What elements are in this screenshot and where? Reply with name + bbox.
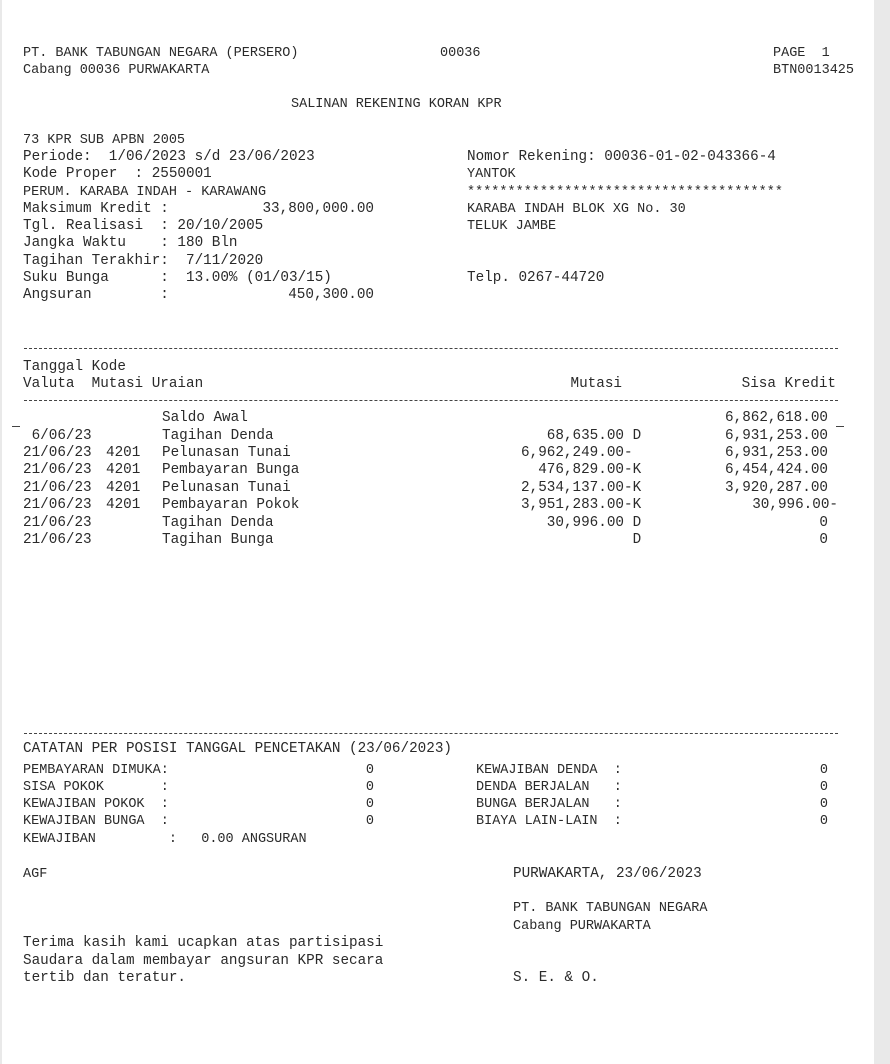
row-description: Tagihan Denda xyxy=(162,428,274,444)
angsuran-value: 450,300.00 xyxy=(288,287,374,303)
row-date: 21/06/23 xyxy=(23,532,92,548)
notes-right-label: KEWAJIBAN DENDA : xyxy=(476,763,622,778)
notes-title: CATATAN PER POSISI TANGGAL PENCETAKAN (23/06/2023) xyxy=(23,741,452,757)
seo-note: S. E. & O. xyxy=(513,970,599,986)
row-balance: 6,862,618.00 xyxy=(725,410,828,426)
row-balance: 0 xyxy=(819,515,828,531)
program-name: 73 KPR SUB APBN 2005 xyxy=(23,133,186,148)
row-amount: 2,534,137.00 xyxy=(521,480,624,496)
document-code: BTN0013425 xyxy=(773,63,855,78)
table-header-line2: Valuta Mutasi Uraian xyxy=(23,376,204,392)
jangka-waktu: Jangka Waktu : 180 Bln xyxy=(23,235,238,251)
column-sisa-kredit: Sisa Kredit xyxy=(741,376,836,392)
row-date: 21/06/23 xyxy=(23,480,92,496)
tagihan-terakhir: Tagihan Terakhir: 7/11/2020 xyxy=(23,253,264,269)
row-description: Pembayaran Pokok xyxy=(162,497,300,513)
row-amount: 30,996.00 xyxy=(546,515,624,531)
margin-mark-left xyxy=(12,426,20,427)
row-description: Tagihan Denda xyxy=(162,515,274,531)
row-date: 21/06/23 xyxy=(23,462,92,478)
notes-right-label: DENDA BERJALAN : xyxy=(476,780,622,795)
column-mutasi: Mutasi xyxy=(570,376,622,392)
operator-code: AGF xyxy=(23,867,48,882)
row-date: 21/06/23 xyxy=(23,497,92,513)
signer-bank: PT. BANK TABUNGAN NEGARA xyxy=(513,901,708,916)
row-date: 21/06/23 xyxy=(23,515,92,531)
table-header-line1: Tanggal Kode xyxy=(23,359,126,375)
row-amount: 3,951,283.00 xyxy=(521,497,624,513)
notes-right-label: BIAYA LAIN-LAIN : xyxy=(476,814,622,829)
row-code: 4201 xyxy=(106,462,141,478)
table-rule-top xyxy=(24,348,838,349)
nomor-rekening: Nomor Rekening: 00036-01-02-043366-4 xyxy=(467,149,776,165)
row-description: Pelunasan Tunai xyxy=(162,480,291,496)
notes-left-label: SISA POKOK : xyxy=(23,780,169,795)
suku-bunga: Suku Bunga : 13.00% (01/03/15) xyxy=(23,270,332,286)
customer-name: YANTOK xyxy=(467,167,516,182)
row-date: 21/06/23 xyxy=(23,445,92,461)
row-code: 4201 xyxy=(106,480,141,496)
branch-line: Cabang 00036 PURWAKARTA xyxy=(23,63,210,78)
row-amount: 6,962,249.00 xyxy=(521,445,624,461)
row-description: Saldo Awal xyxy=(162,410,248,426)
notes-right-label: BUNGA BERJALAN : xyxy=(476,797,622,812)
row-balance: 30,996.00- xyxy=(752,497,838,513)
page-number: PAGE 1 xyxy=(773,46,830,61)
row-description: Pembayaran Bunga xyxy=(162,462,300,478)
kewajiban-angsuran: KEWAJIBAN : 0.00 ANGSURAN xyxy=(23,832,307,847)
branch-code: 00036 xyxy=(440,46,481,61)
row-date: 6/06/23 xyxy=(23,428,92,444)
tgl-realisasi: Tgl. Realisasi : 20/10/2005 xyxy=(23,218,264,234)
row-dk: -K xyxy=(624,480,642,496)
row-description: Tagihan Bunga xyxy=(162,532,274,548)
notes-left-value: 0 xyxy=(365,797,374,812)
row-balance: 6,454,424.00 xyxy=(725,462,828,478)
row-amount: 68,635.00 xyxy=(546,428,624,444)
notes-right-value: 0 xyxy=(819,763,828,778)
separator-stars: *************************************** xyxy=(467,185,783,200)
row-dk: D xyxy=(624,532,642,548)
row-dk: -K xyxy=(624,497,642,513)
row-balance: 6,931,253.00 xyxy=(725,428,828,444)
address-line-2: TELUK JAMBE xyxy=(467,219,557,234)
bank-name: PT. BANK TABUNGAN NEGARA (PERSERO) xyxy=(23,46,299,61)
address-line-1: KARABA INDAH BLOK XG No. 30 xyxy=(467,202,686,217)
table-rule-header xyxy=(24,400,838,401)
row-dk: D xyxy=(624,515,642,531)
perumahan: PERUM. KARABA INDAH - KARAWANG xyxy=(23,185,267,200)
margin-mark-right xyxy=(836,426,844,427)
row-balance: 6,931,253.00 xyxy=(725,445,828,461)
notes-right-value: 0 xyxy=(819,780,828,795)
row-amount: 476,829.00 xyxy=(538,462,624,478)
row-dk: D xyxy=(624,428,642,444)
statement-page xyxy=(2,0,874,1064)
row-balance: 0 xyxy=(819,532,828,548)
page-title: SALINAN REKENING KORAN KPR xyxy=(291,97,502,112)
maksimum-kredit-label: Maksimum Kredit : xyxy=(23,201,169,217)
thanks-line-3: tertib dan teratur. xyxy=(23,970,187,986)
row-code: 4201 xyxy=(106,497,141,513)
maksimum-kredit-value: 33,800,000.00 xyxy=(262,201,374,217)
notes-left-label: KEWAJIBAN BUNGA : xyxy=(23,814,169,829)
notes-left-value: 0 xyxy=(365,763,374,778)
notes-left-value: 0 xyxy=(365,780,374,795)
angsuran-label: Angsuran : xyxy=(23,287,169,303)
notes-right-value: 0 xyxy=(819,797,828,812)
row-balance: 3,920,287.00 xyxy=(725,480,828,496)
notes-left-label: PEMBAYARAN DIMUKA: xyxy=(23,763,169,778)
thanks-line-2: Saudara dalam membayar angsuran KPR secara xyxy=(23,953,384,969)
row-dk: - xyxy=(624,445,633,461)
notes-right-value: 0 xyxy=(819,814,828,829)
notes-left-value: 0 xyxy=(365,814,374,829)
row-code: 4201 xyxy=(106,445,141,461)
thanks-line-1: Terima kasih kami ucapkan atas partisipasi xyxy=(23,935,384,951)
kode-proper: Kode Proper : 2550001 xyxy=(23,166,212,182)
signer-branch: Cabang PURWAKARTA xyxy=(513,919,651,934)
notes-left-label: KEWAJIBAN POKOK : xyxy=(23,797,169,812)
row-description: Pelunasan Tunai xyxy=(162,445,291,461)
row-dk: -K xyxy=(624,462,642,478)
place-date: PURWAKARTA, 23/06/2023 xyxy=(513,866,702,882)
telephone: Telp. 0267-44720 xyxy=(467,270,605,286)
periode: Periode: 1/06/2023 s/d 23/06/2023 xyxy=(23,149,315,165)
table-rule-bottom xyxy=(24,733,838,734)
